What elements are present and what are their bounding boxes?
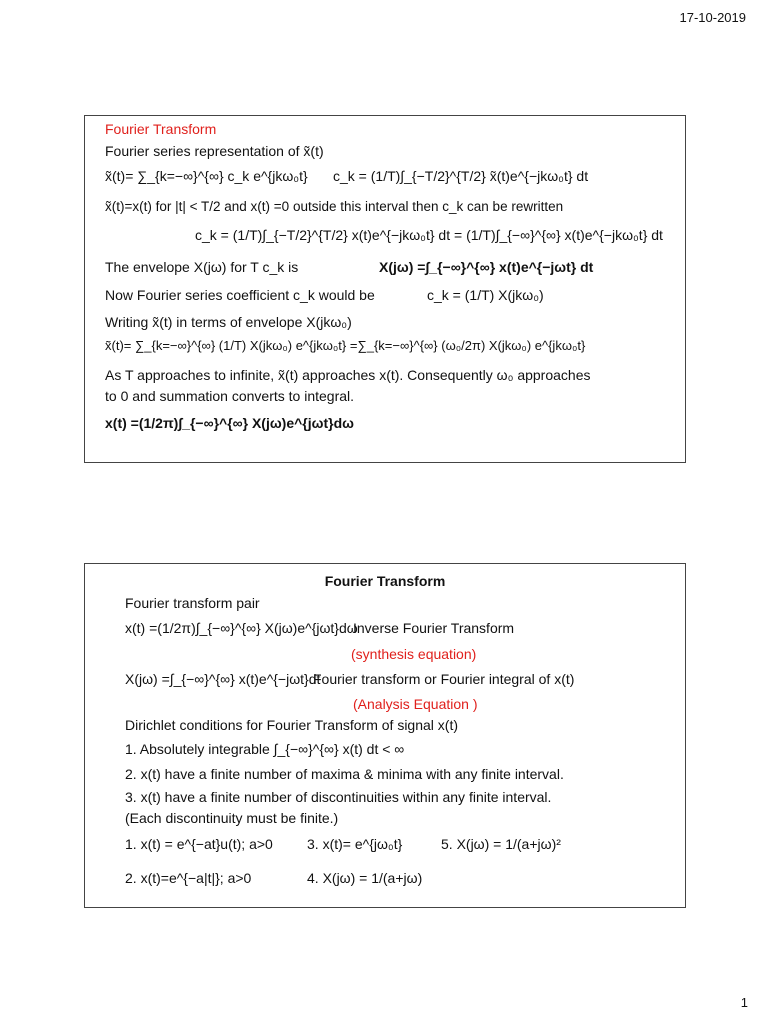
slide1-line-4: x̃(t)=x(t) for |t| < T/2 and x(t) =0 outside this interval then c_k can be rewritten: [105, 199, 564, 214]
dirichlet-heading: Dirichlet conditions for Fourier Transform of signal x(t): [125, 717, 458, 733]
example-4: 4. X(jω) = 1/(a+jω): [307, 870, 423, 886]
slide1-line-12: As T approaches to infinite, x̃(t) approaches x(t). Consequently ω₀ approaches: [105, 367, 591, 383]
slide1-line-3: c_k = (1/T)∫_{−T/2}^{T/2} x̃(t)e^{−jkω₀t} dt: [333, 168, 589, 184]
slide1-line-6: The envelope X(jω) for T c_k is: [105, 259, 299, 275]
forward-transform-label: Fourier transform or Fourier integral of x(t): [313, 671, 575, 687]
slide1-line-7: X(jω) =∫_{−∞}^{∞} x(t)e^{−jωt} dt: [379, 259, 594, 275]
synthesis-equation-label: (synthesis equation): [351, 646, 477, 662]
slide1-line-9: c_k = (1/T) X(jkω₀): [427, 287, 544, 303]
condition-3: 3. x(t) have a finite number of discontinuities within any finite interval.: [125, 789, 552, 805]
slide-2: [84, 563, 686, 908]
transform-pair-heading: Fourier transform pair: [125, 595, 260, 611]
slide1-line-14: x(t) =(1/2π)∫_{−∞}^{∞} X(jω)e^{jωt}dω: [105, 415, 354, 431]
example-2: 2. x(t)=e^{−a|t|}; a>0: [125, 870, 252, 886]
example-1: 1. x(t) = e^{−at}u(t); a>0: [125, 836, 273, 852]
slide-1: [84, 115, 686, 463]
condition-3-note: (Each discontinuity must be finite.): [125, 810, 339, 826]
inverse-transform-label: Inverse Fourier Transform: [353, 620, 515, 636]
slide1-line-2: x̃(t)= ∑_{k=−∞}^{∞} c_k e^{jkω₀t}: [105, 168, 308, 184]
slide1-line-8: Now Fourier series coefficient c_k would be: [105, 287, 375, 303]
condition-1: 1. Absolutely integrable ∫_{−∞}^{∞} x(t) dt < ∞: [125, 741, 405, 757]
slide1-line-11: x̃(t)= ∑_{k=−∞}^{∞} (1/T) X(jkω₀) e^{jkω₀t} =∑_{k=−∞}^{∞} (ω₀/2π) X(jkω₀) e^{jkω₀t}: [105, 338, 586, 353]
slide2-title: Fourier Transform: [324, 573, 446, 589]
slide1-title: Fourier Transform: [105, 121, 217, 137]
slide1-line-5: c_k = (1/T)∫_{−T/2}^{T/2} x(t)e^{−jkω₀t} dt = (1/T)∫_{−∞}^{∞} x(t)e^{−jkω₀t} dt: [195, 227, 663, 243]
header-date: 17-10-2019: [679, 10, 746, 25]
analysis-formula: X(jω) =∫_{−∞}^{∞} x(t)e^{−jωt}dt: [125, 671, 321, 687]
analysis-equation-label: (Analysis Equation ): [353, 696, 478, 712]
slide1-line-10: Writing x̃(t) in terms of envelope X(jkω₀): [105, 314, 352, 330]
slide1-line-13: to 0 and summation converts to integral.: [105, 388, 355, 404]
page-number: 1: [740, 995, 748, 1010]
synthesis-formula: x(t) =(1/2π)∫_{−∞}^{∞} X(jω)e^{jωt}dω: [125, 620, 358, 636]
slide1-line-1: Fourier series representation of x̃(t): [105, 143, 324, 159]
example-3: 3. x(t)= e^{jω₀t}: [307, 836, 403, 852]
example-5: 5. X(jω) = 1/(a+jω)²: [441, 836, 561, 852]
condition-2: 2. x(t) have a finite number of maxima & minima with any finite interval.: [125, 766, 564, 782]
